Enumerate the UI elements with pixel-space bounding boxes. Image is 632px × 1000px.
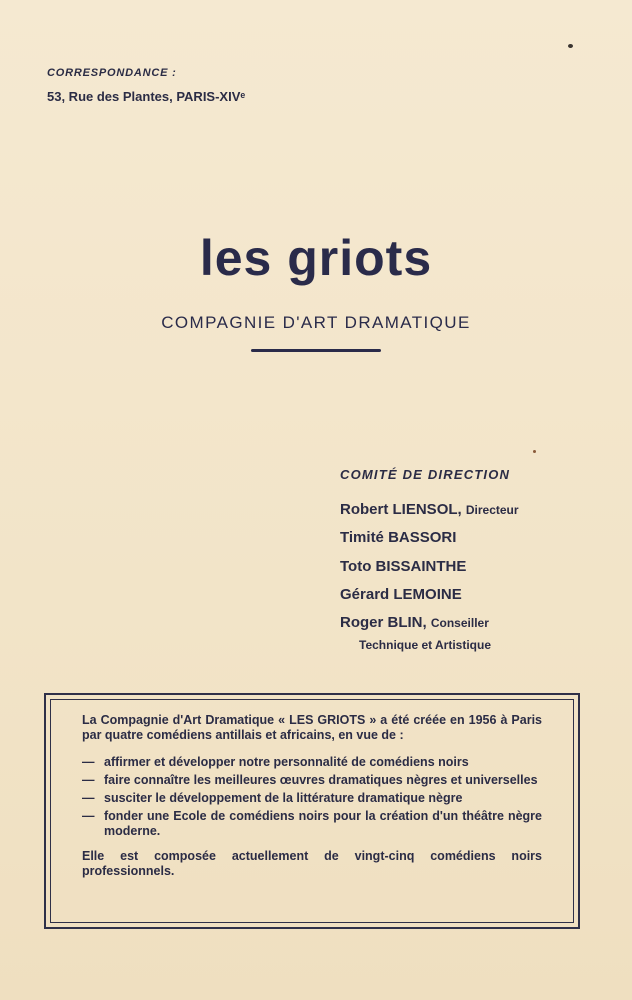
member-first-name: Roger [340, 614, 384, 631]
ink-speck [568, 44, 573, 48]
mission-intro: La Compagnie d'Art Dramatique « LES GRIOTS » a été créée en 1956 à Paris par quatre comédiens antillais et africains, en vue de : [82, 713, 542, 742]
member-last-name: BLIN, [387, 614, 427, 631]
bullet-dash: — [82, 773, 95, 787]
member-role: Conseiller [430, 616, 489, 630]
committee-member [340, 586, 462, 603]
member-first-name: Gérard [340, 586, 390, 603]
member-role: Directeur [465, 503, 519, 517]
bullet-dash: — [82, 755, 95, 769]
committee-member [340, 614, 489, 631]
member-first-name: Timité [340, 529, 384, 546]
mission-bullet [82, 755, 542, 770]
mission-box [44, 693, 580, 929]
bullet-dash: — [82, 791, 95, 805]
committee-member [340, 558, 466, 575]
bullet-text: faire connaître les meilleures œuvres dramatiques nègres et universelles [104, 773, 538, 787]
bullet-dash: — [82, 809, 95, 823]
mission-text [82, 713, 542, 879]
title-underline [251, 349, 381, 352]
committee-member [340, 501, 519, 518]
member-first-name: Robert [340, 501, 389, 518]
correspondence-address: 53, Rue des Plantes, PARIS-XIVᵉ [47, 89, 246, 104]
mission-outro: Elle est composée actuellement de vingt-cinq comédiens noirs professionnels. [82, 849, 542, 878]
member-last-name: BASSORI [388, 529, 457, 546]
correspondence-label: CORRESPONDANCE : [47, 67, 177, 79]
bullet-text: susciter le développement de la littérature dramatique nègre [104, 791, 463, 805]
bullet-text: fonder une Ecole de comédiens noirs pour la création d'un théâtre nègre moderne. [104, 809, 542, 838]
committee-member [340, 529, 456, 546]
mission-bullet [82, 791, 542, 806]
member-last-name: BISSAINTHE [375, 558, 467, 575]
member-role-continued: Technique et Artistique [359, 638, 492, 652]
mission-bullet [82, 809, 542, 839]
company-title: les griots [199, 230, 433, 286]
company-subtitle: COMPAGNIE D'ART DRAMATIQUE [161, 313, 471, 332]
member-first-name: Toto [340, 558, 372, 575]
member-last-name: LEMOINE [393, 586, 462, 603]
bullet-text: affirmer et développer notre personnalité de comédiens noirs [104, 755, 469, 769]
member-last-name: LIENSOL, [392, 501, 462, 518]
mission-bullet [82, 773, 542, 788]
committee-heading: COMITÉ DE DIRECTION [340, 467, 511, 482]
ink-speck [533, 450, 536, 453]
